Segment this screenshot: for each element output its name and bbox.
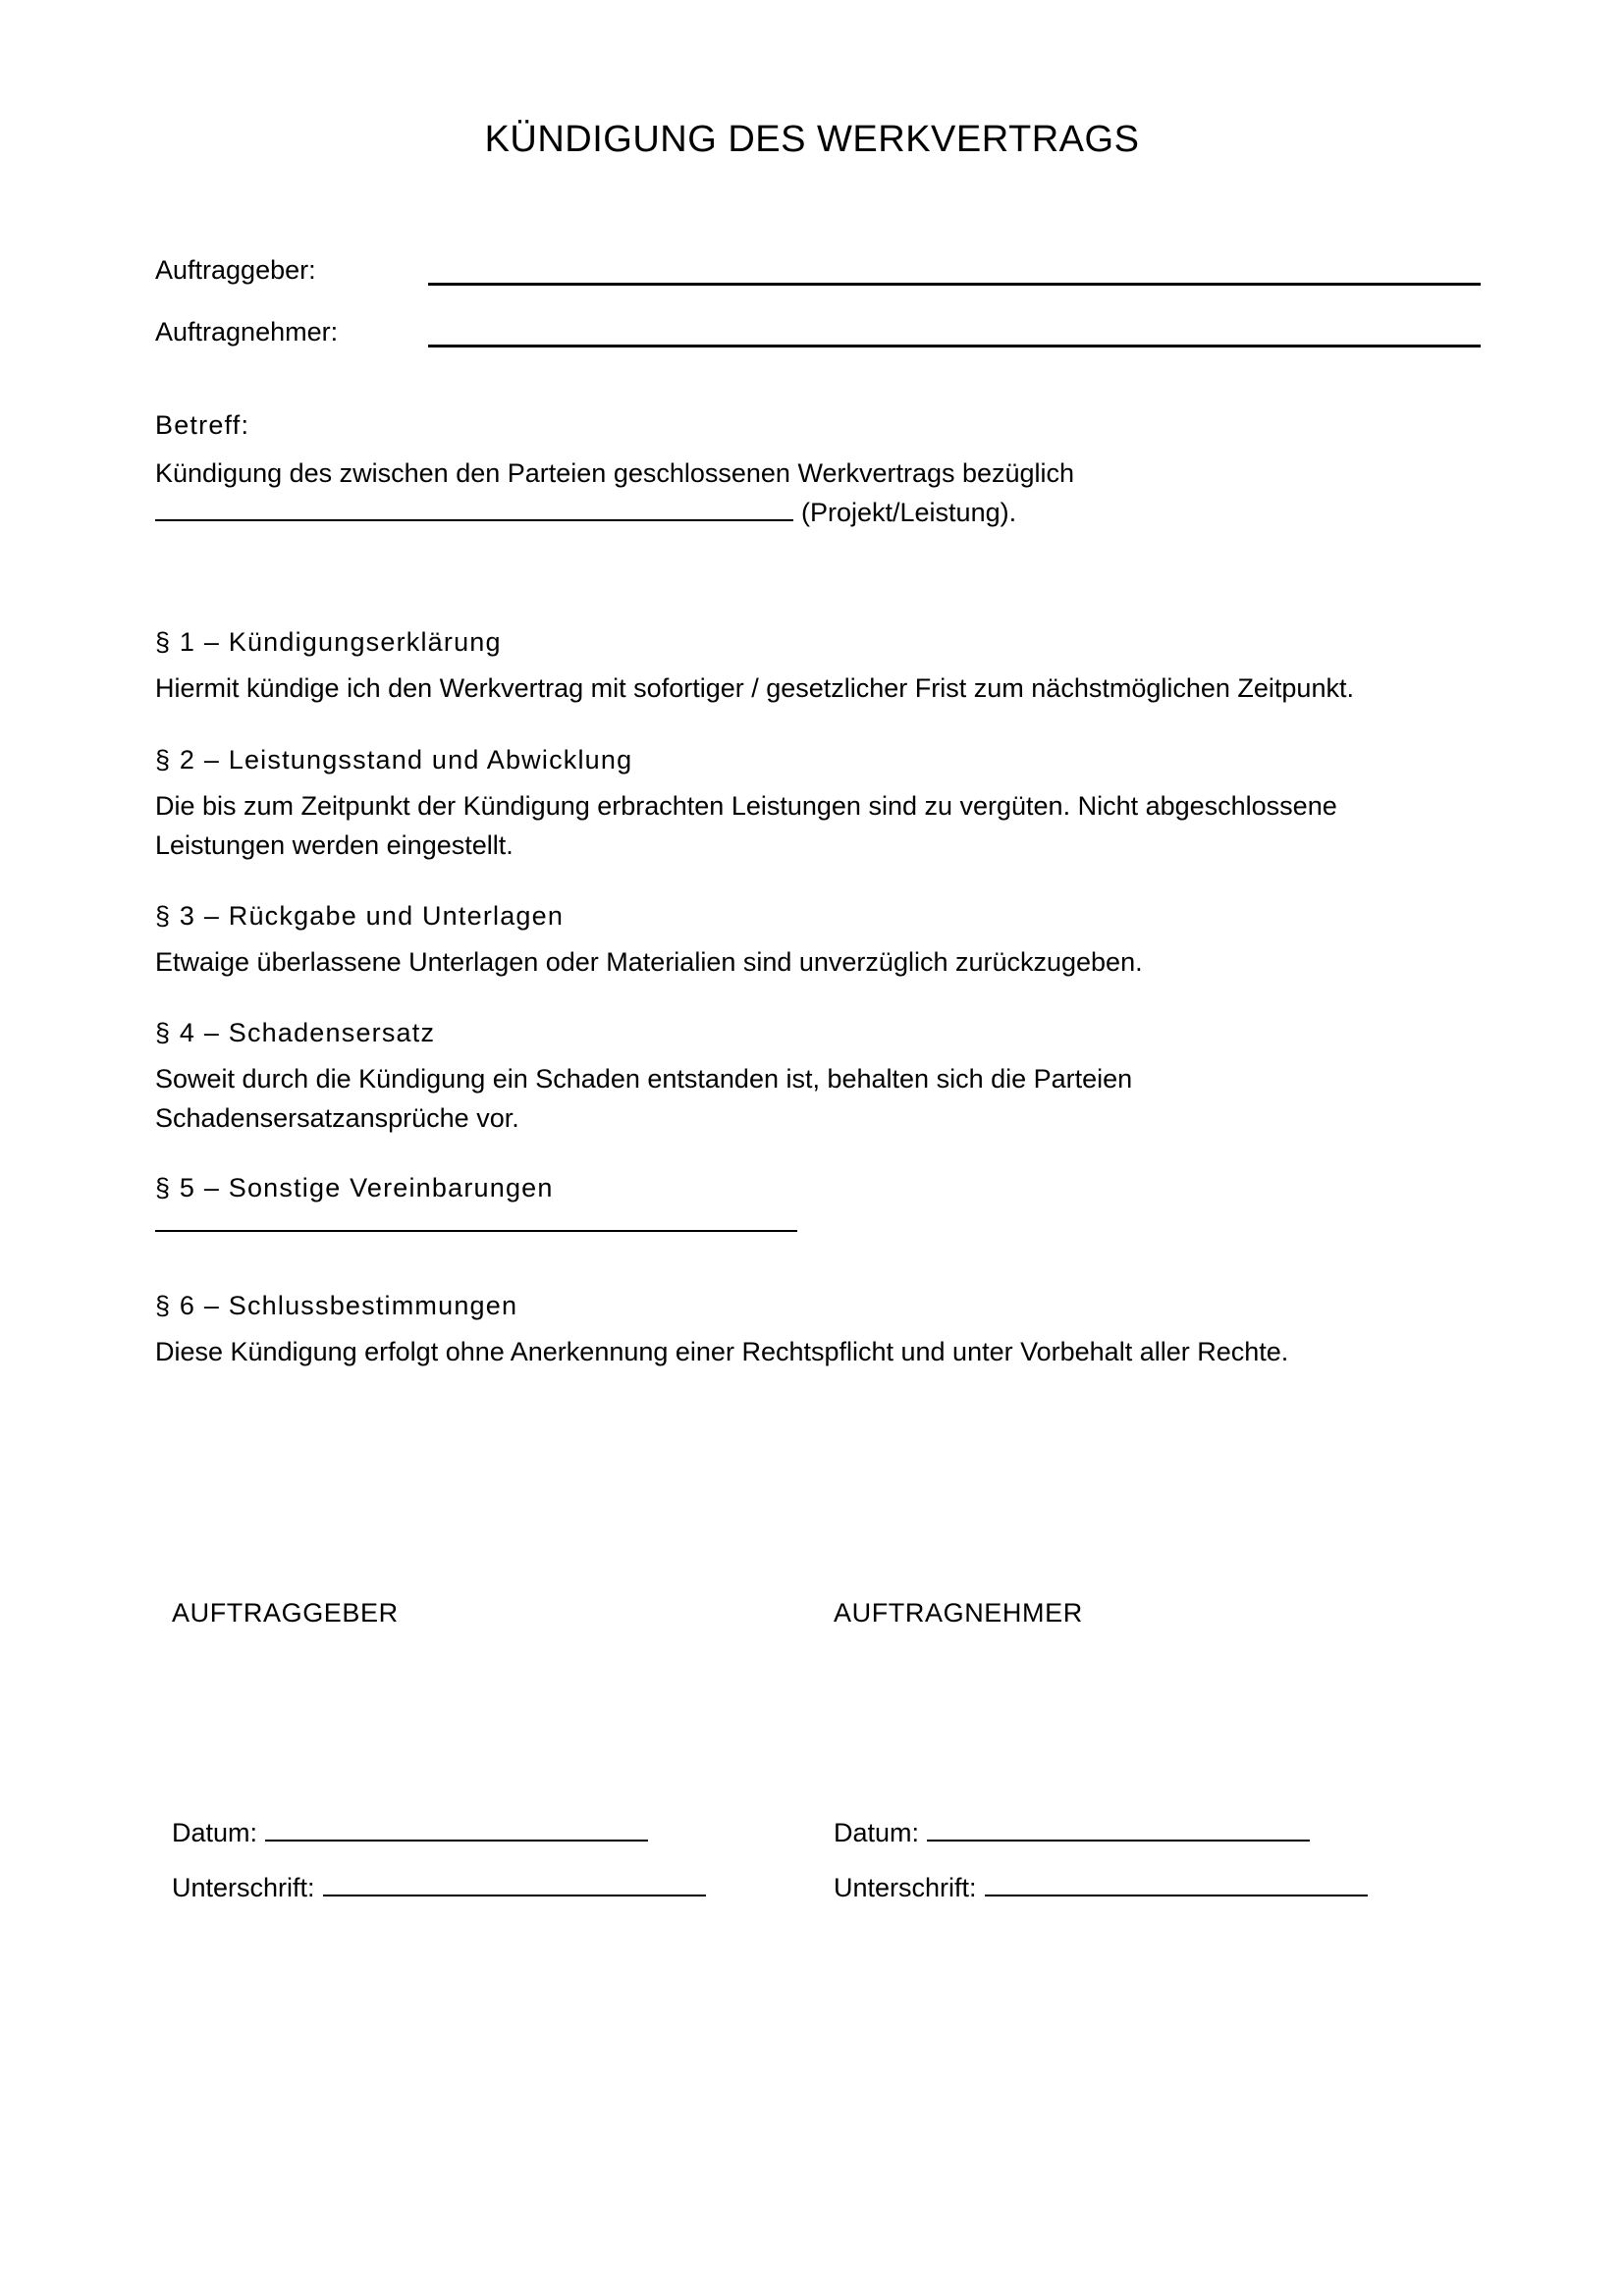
section-5 (155, 1171, 1490, 1232)
contractor-field-row (155, 315, 1481, 354)
section-heading: § 4 – Schadensersatz (155, 1018, 436, 1047)
subject-block (155, 408, 1490, 532)
section-heading: § 3 – Rückgabe und Unterlagen (155, 901, 565, 931)
client-date-blank[interactable] (265, 1816, 648, 1842)
section-4 (155, 1016, 1490, 1138)
client-date-field (172, 1816, 648, 1849)
client-signature-block (172, 1596, 761, 1920)
section-6 (155, 1289, 1490, 1371)
section-heading: § 1 – Kündigungserklärung (155, 627, 502, 657)
section-heading: § 5 – Sonstige Vereinbarungen (155, 1173, 554, 1202)
section-text-line: Schadensersatzansprüche vor. (155, 1103, 519, 1133)
contractor-label: Auftragnehmer: (155, 317, 339, 347)
section-1 (155, 625, 1490, 708)
section-heading: § 2 – Leistungsstand und Abwicklung (155, 745, 633, 774)
signature-label: Unterschrift: (834, 1873, 977, 1902)
section-2 (155, 743, 1490, 865)
contractor-signature-field (834, 1871, 1368, 1904)
other-agreements-blank[interactable] (155, 1230, 797, 1232)
section-text (155, 1332, 1490, 1371)
client-signature-field (172, 1871, 706, 1904)
section-3 (155, 899, 1490, 982)
client-signature-blank[interactable] (323, 1871, 706, 1896)
contractor-input-line[interactable] (428, 345, 1481, 347)
subject-line-1: Kündigung des zwischen den Parteien geschlossenen Werkvertrags bezüglich (155, 458, 1075, 488)
contractor-date-field (834, 1816, 1310, 1849)
client-field-row (155, 253, 1481, 293)
section-text-line: Soweit durch die Kündigung ein Schaden entstanden ist, behalten sich die Parteien (155, 1064, 1133, 1094)
client-signature-title: AUFTRAGGEBER (172, 1598, 399, 1628)
client-input-line[interactable] (428, 283, 1481, 286)
section-text-line: Leistungen werden eingestellt. (155, 830, 514, 860)
section-text (155, 1059, 1490, 1138)
contractor-signature-block (834, 1596, 1423, 1920)
subject-label: Betreff: (155, 410, 250, 440)
contractor-signature-title: AUFTRAGNEHMER (834, 1598, 1083, 1628)
section-text (155, 942, 1490, 982)
section-text-line: Hiermit kündige ich den Werkvertrag mit sofortiger / gesetzlicher Frist zum nächstmöglichen Zeitpunkt. (155, 673, 1354, 703)
section-text-line: Die bis zum Zeitpunkt der Kündigung erbrachten Leistungen sind zu vergüten. Nicht abgeschlossene (155, 791, 1337, 821)
section-text-line: Etwaige überlassene Unterlagen oder Materialien sind unverzüglich zurückzugeben. (155, 947, 1143, 977)
section-text (155, 786, 1490, 865)
section-text (155, 668, 1490, 708)
subject-project-blank[interactable] (155, 494, 793, 521)
section-heading: § 6 – Schlussbestimmungen (155, 1291, 518, 1320)
subject-text (155, 454, 1490, 532)
date-label: Datum: (834, 1818, 920, 1847)
date-label: Datum: (172, 1818, 258, 1847)
subject-line-2 (155, 493, 1490, 532)
subject-project-suffix: (Projekt/Leistung). (801, 498, 1017, 527)
signature-label: Unterschrift: (172, 1873, 315, 1902)
document-title: KÜNDIGUNG DES WERKVERTRAGS (484, 119, 1140, 160)
contractor-date-blank[interactable] (927, 1816, 1310, 1842)
section-text-line: Diese Kündigung erfolgt ohne Anerkennung einer Rechtspflicht und unter Vorbehalt aller Rechte. (155, 1337, 1289, 1366)
client-label: Auftraggeber: (155, 255, 316, 285)
contractor-signature-blank[interactable] (985, 1871, 1368, 1896)
